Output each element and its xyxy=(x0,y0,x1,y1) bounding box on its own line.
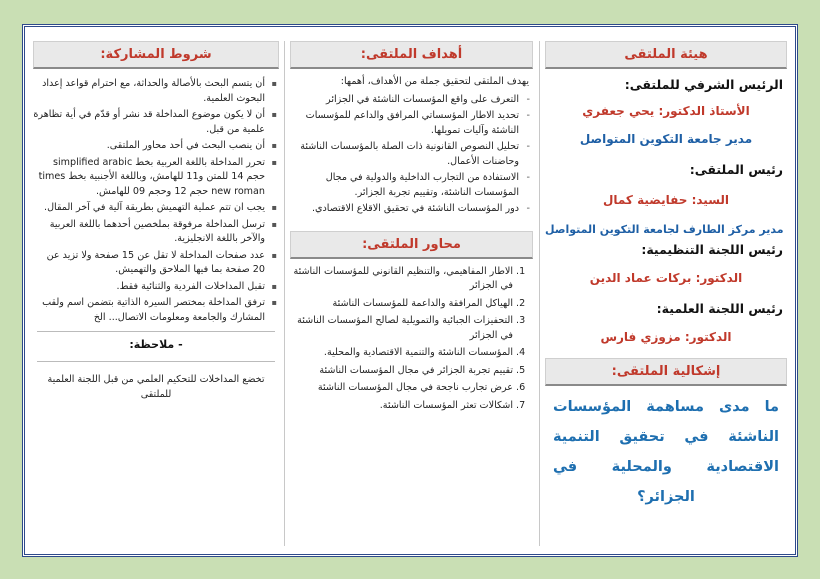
axes-header: محاور الملتقى: xyxy=(290,231,533,259)
president-name: السيد: حفايضية كمال xyxy=(602,193,730,207)
note-header: - ملاحظة: xyxy=(129,338,183,351)
conditions-header: شروط المشاركة: xyxy=(33,41,279,69)
note-divider-top xyxy=(37,331,275,332)
condition-item: ▪ أن لا يكون موضوع المداخلة قد نشر أو قدّم في أية تظاهرة علمية من قبل. xyxy=(33,108,265,137)
condition-item: ▪ يجب ان تتم عملية التهميش بطريقة آلية في آخر المقال. xyxy=(33,201,265,216)
goal-item: - التعرف على واقع المؤسسات الناشئة في الجزائر xyxy=(290,93,519,108)
organizing-committee-name: الدكتور: بركات عماد الدين xyxy=(589,271,743,285)
honorary-president-name: الأستاذ الدكتور: يحي جعفري xyxy=(582,104,750,118)
honorary-president-title: مدير جامعة التكوين المتواصل xyxy=(579,132,753,146)
goal-item: - تحليل النصوص القانونية ذات الصلة بالمؤسسات الناشئة وحاضنات الأعمال. xyxy=(290,140,519,169)
organizing-committee-label: رئيس اللجنة التنظيمية: xyxy=(641,242,783,257)
axis-item: 5. تقييم تجربة الجزائر في مجال المؤسسات الناشئة xyxy=(290,364,513,379)
goals-intro: يهدف الملتقى لتحقيق جملة من الأهداف، أهمها: xyxy=(340,76,529,87)
committee-header: هيئة الملتقى xyxy=(545,41,787,69)
note-divider-bottom xyxy=(37,361,275,362)
conditions-list xyxy=(33,77,279,325)
condition-item: ▪ تقبل المداخلات الفردية والثنائية فقط. xyxy=(33,280,265,295)
condition-item: ▪ عدد صفحات المداخلة لا تقل عن 15 صفحة ولا تزيد عن 20 صفحة بما فيها الملاحق والتهميش. xyxy=(33,249,265,278)
condition-item: ▪ ترسل المداخلة مرفوقة بملخصين أحدهما باللغة العربية والآخر باللغة الانجليزية. xyxy=(33,218,265,247)
goal-item: - دور المؤسسات الناشئة في تحقيق الاقلاع الاقتصادي. xyxy=(290,202,519,217)
problem-header: إشكالية الملتقى: xyxy=(545,358,787,386)
scientific-committee-name: الدكتور: مزوزي فارس xyxy=(600,330,732,344)
condition-item: ▪ ترفق المداخلة بمختصر السيرة الذاتية بتضمن اسم ولقب المشارك والجامعة ومعلومات الاتصال... الخ xyxy=(33,296,265,325)
problem-question: ما مدى مساهمة المؤسسات الناشئة في تحقيق التنمية الاقتصادية والمحلية في الجزائر؟ xyxy=(553,399,779,505)
condition-item: ▪ تحرر المداخلة باللغة العربية بخط simplified arabic حجم 14 للمتن و11 للهامش، وباللغة الأجنبية بخط times new roman حجم 12 وحجم 09 للهامش. xyxy=(33,156,265,200)
axis-item: 3. التحفيزات الجبائية والتمويلية لصالح المؤسسات الناشئة في الجزائر xyxy=(290,314,513,343)
goals-header: أهداف الملتقى: xyxy=(290,41,533,69)
honorary-president-label: الرئيس الشرفي للملتقى: xyxy=(624,77,783,92)
conditions-panel xyxy=(33,41,279,546)
axis-item: 1. الاطار المفاهيمي، والتنظيم القانوني للمؤسسات الناشئة في الجزائر xyxy=(290,265,513,294)
note-text: تخضع المداخلات للتحكيم العلمي من قبل اللجنة العلمية للملتقى xyxy=(47,374,265,400)
axis-item: 2. الهياكل المرافقة والداعمة للمؤسسات الناشئة xyxy=(290,297,513,312)
scientific-committee-label: رئيس اللجنة العلمية: xyxy=(656,301,783,316)
column-divider xyxy=(539,41,540,546)
condition-item: ▪ أن ينصب البحث في أحد محاور الملتقى. xyxy=(33,139,265,154)
axis-item: 6. عرض تجارب ناجحة في مجال المؤسسات الناشئة xyxy=(290,381,513,396)
goals-list xyxy=(290,93,533,217)
committee-panel xyxy=(545,41,787,546)
column-divider xyxy=(284,41,285,546)
condition-item: ▪ أن يتسم البحث بالأصالة والحداثة، مع احترام قواعد إعداد البحوث العلمية. xyxy=(33,77,265,106)
president-title: مدير مركز الطارف لجامعة التكوين المتواصل xyxy=(545,223,784,236)
axis-item: 7. اشكالات تعثر المؤسسات الناشئة. xyxy=(290,399,513,414)
axes-list xyxy=(290,265,533,414)
axis-item: 4. المؤسسات الناشئة والتنمية الاقتصادية والمحلية. xyxy=(290,346,513,361)
president-label: رئيس الملتقى: xyxy=(689,162,783,177)
brochure-frame xyxy=(22,24,798,557)
goal-item: - الاستفادة من التجارب الداخلية والدولية في مجال المؤسسات الناشئة، وتقييم تجربة الجزائر. xyxy=(290,171,519,200)
goals-axes-panel xyxy=(290,41,533,546)
goal-item: - تحديد الاطار المؤسساتي المرافق والداعم للمؤسسات الناشئة وآليات تمويلها. xyxy=(290,109,519,138)
